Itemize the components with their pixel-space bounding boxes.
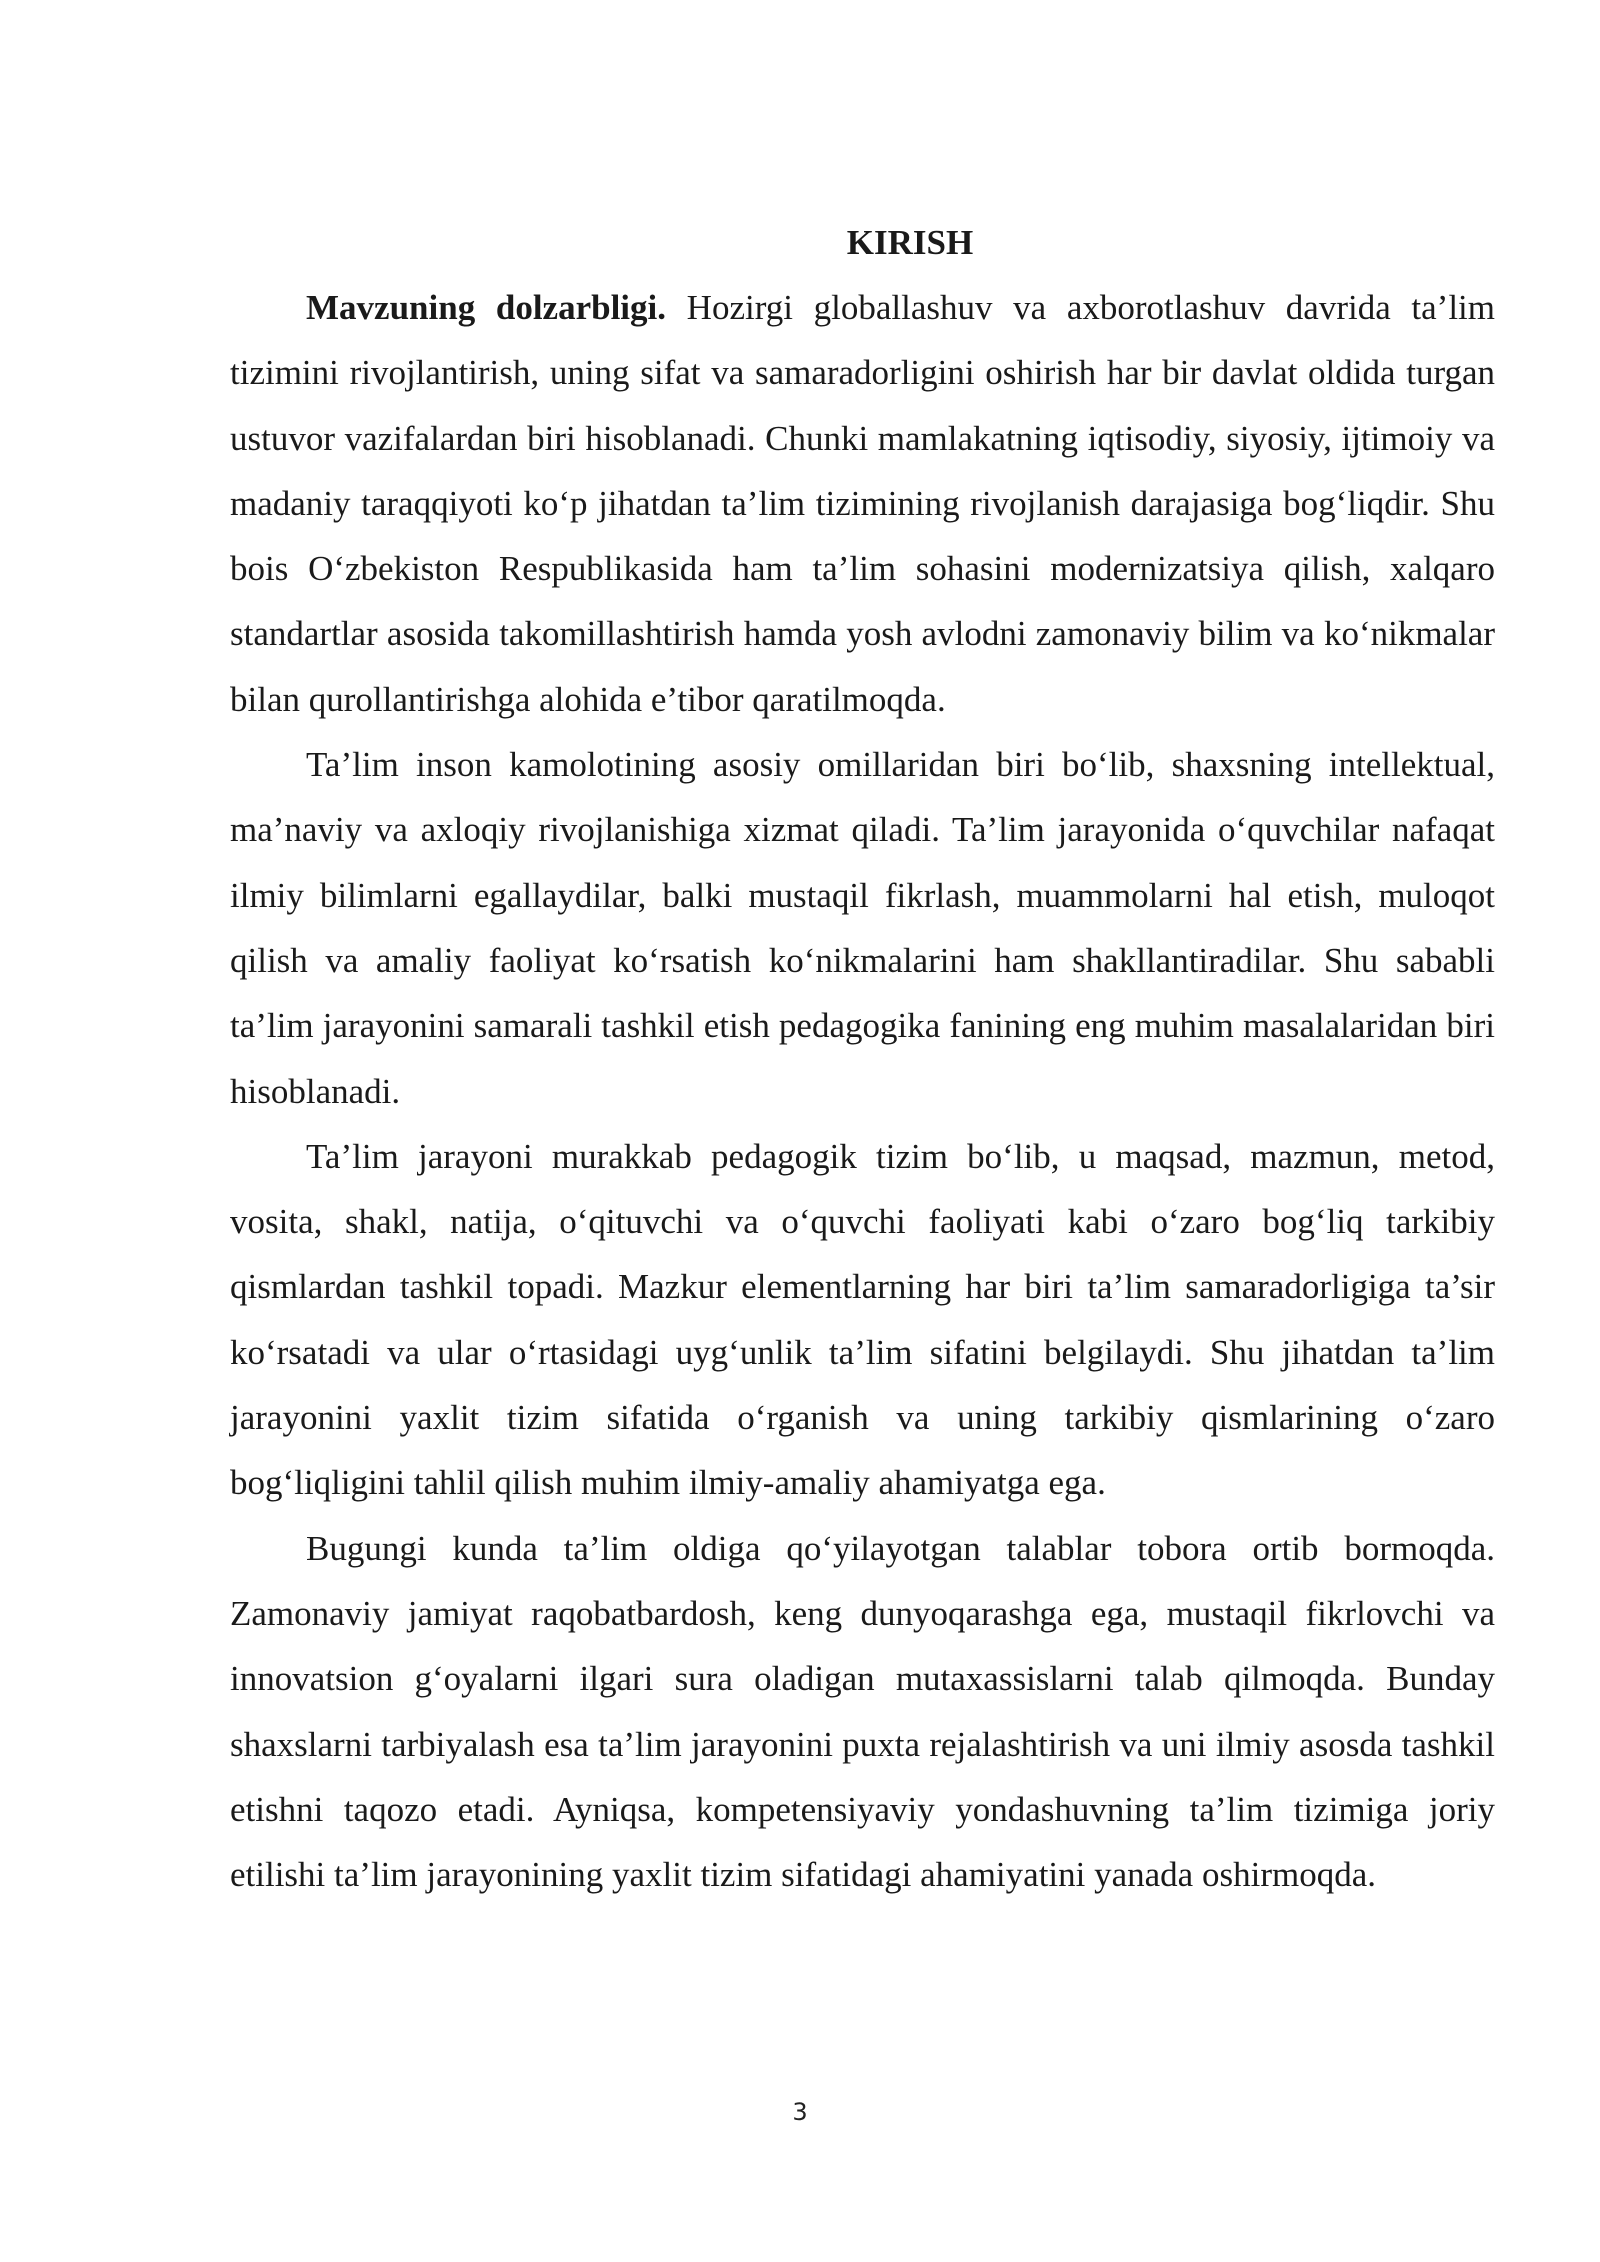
paragraph-2: Ta’lim inson kamolotining asosiy omillaridan biri bo‘lib, shaxsning intellektual, ma’naviy va axloqiy rivojlanishiga xizmat qiladi. Ta’lim jarayonida o‘quvchilar nafaqat ilmiy bilimlarni egallaydilar, balki mustaqil fikrlash, muammolarni hal etish, muloqot qilish va amaliy faoliyat ko‘rsatish ko‘nikmalarini ham shakllantiradilar. Shu sababli ta’lim jarayonini samarali tashkil etish pedagogika fanining eng muhim masalalaridan biri hisoblanadi. <box>230 745 1495 1111</box>
section-heading: KIRISH <box>846 223 974 262</box>
paragraph-lead: Mavzuning dolzarbligi. <box>306 288 666 327</box>
paragraph-4: Bugungi kunda ta’lim oldiga qo‘yilayotgan talablar tobora ortib bormoqda. Zamonaviy jamiyat raqobatbardosh, keng dunyoqarashga ega, mustaqil fikrlovchi va innovatsion g‘oyalarni ilgari sura oladigan mutaxassislarni talab qilmoqda. Bunday shaxslarni tarbiyalash esa ta’lim jarayonini puxta rejalashtirish va uni ilmiy asosda tashkil etishni taqozo etadi. Ayniqsa, kompetensiyaviy yondashuvning ta’lim tizimiga joriy etilishi ta’lim jarayonining yaxlit tizim sifatidagi ahamiyatini yanada oshirmoqda. <box>230 1528 1495 1895</box>
page-number: 3 <box>792 2098 808 2126</box>
paragraph-3: Ta’lim jarayoni murakkab pedagogik tizim bo‘lib, u maqsad, mazmun, metod, vosita, shakl, natija, o‘qituvchi va o‘quvchi faoliyati kabi o‘zaro bog‘liq tarkibiy qismlardan tashkil topadi. Mazkur elementlarning har biri ta’lim samaradorligiga ta’sir ko‘rsatadi va ular o‘rtasidagi uyg‘unlik ta’lim sifatini belgilaydi. Shu jihatdan ta’lim jarayonini yaxlit tizim sifatida o‘rganish va uning tarkibiy qismlarining o‘zaro bog‘liqligini tahlil qilish muhim ilmiy-amaliy ahamiyatga ega. <box>230 1136 1495 1503</box>
paragraph-relevance <box>230 275 1495 732</box>
paragraph-text: Hozirgi globallashuv va axborotlashuv davrida ta’lim tizimini rivojlantirish, uning sifat va samaradorligini oshirish har bir davlat oldida turgan ustuvor vazifalardan biri hisoblanadi. Chunki mamlakatning iqtisodiy, siyosiy, ijtimoiy va madaniy taraqqiyoti ko‘p jihatdan ta’lim tizimining rivojlanish darajasiga bog‘liqdir. Shu bois O‘zbekiston Respublikasida ham ta’lim sohasini modernizatsiya qilish, xalqaro standartlar asosida takomillashtirish hamda yosh avlodni zamonaviy bilim va ko‘nikmalar bilan qurollantirishga alohida e’tibor qaratilmoqda. <box>230 288 1495 719</box>
document-page <box>230 210 1495 1907</box>
